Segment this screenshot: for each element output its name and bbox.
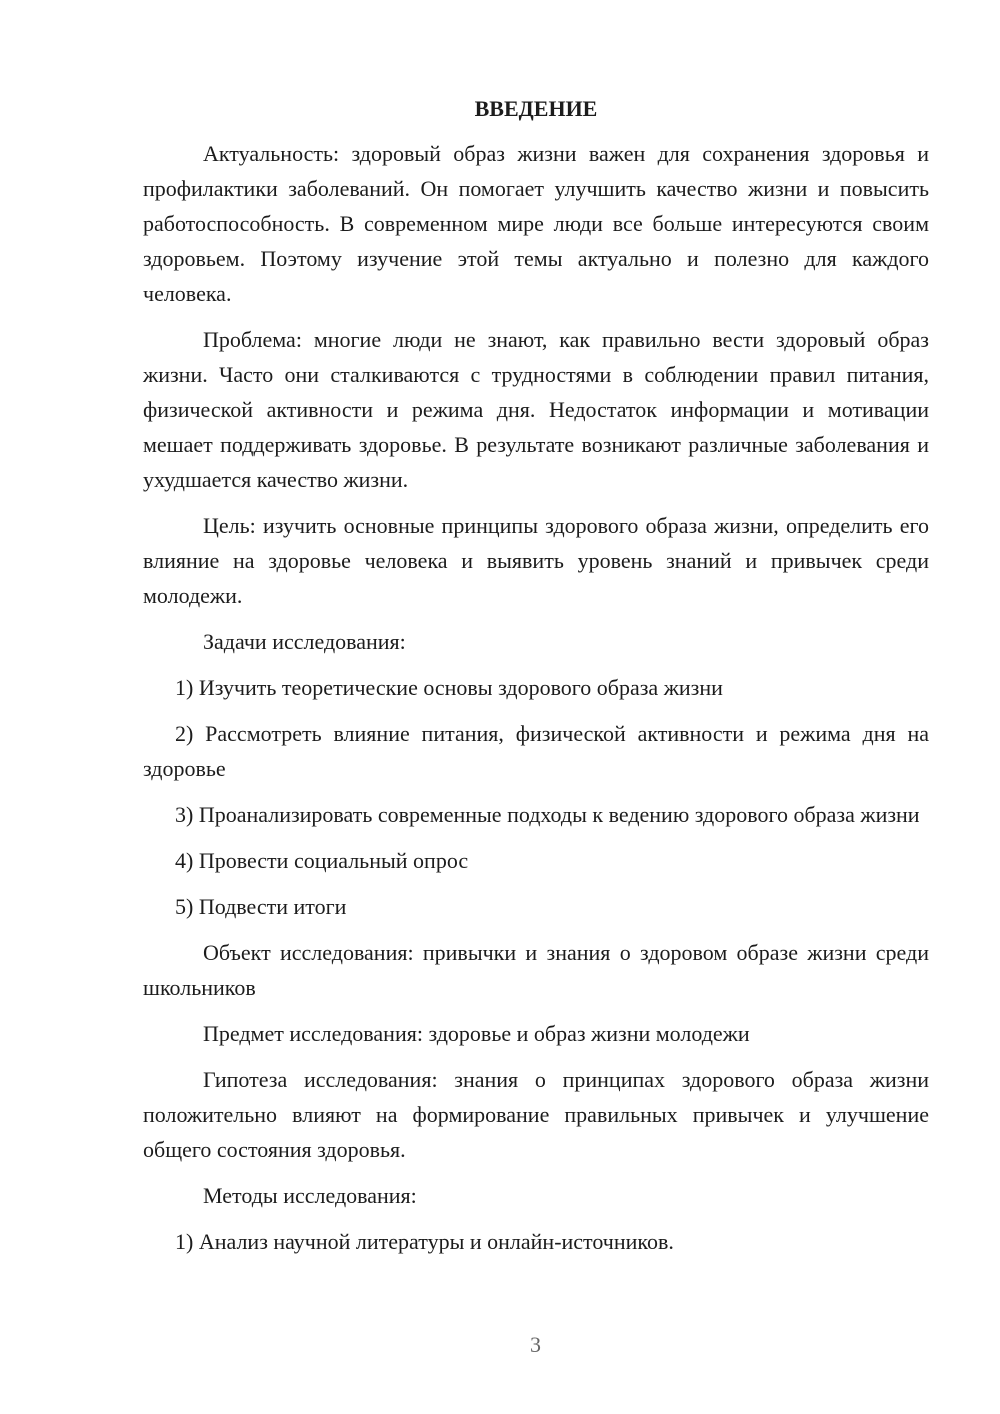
task-item: 4) Провести социальный опрос xyxy=(175,848,469,873)
hypothesis-paragraph: Гипотеза исследования: знания о принципах здорового образа жизни положительно влияют на формирование правильных привычек и улучшение общего состояния здоровья. xyxy=(143,1067,929,1162)
object-paragraph: Объект исследования: привычки и знания о здоровом образе жизни среди школьников xyxy=(143,940,929,1000)
tasks-label: Задачи исследования: xyxy=(203,629,406,654)
problem-paragraph: Проблема: многие люди не знают, как правильно вести здоровый образ жизни. Часто они сталкиваются с трудностями в соблюдении правил питания, физической активности и режима дня. Недостаток информации и мотивации мешает поддерживать здоровье. В результате возникают различные заболевания и ухудшается качество жизни. xyxy=(143,327,929,492)
relevance-paragraph: Актуальность: здоровый образ жизни важен для сохранения здоровья и профилактики заболеваний. Он помогает улучшить качество жизни и повысить работоспособность. В современном мире люди все больше интересуются своим здоровьем. Поэтому изучение этой темы актуально и полезно для каждого человека. xyxy=(143,141,929,306)
methods-label: Методы исследования: xyxy=(203,1183,417,1208)
page-number: 3 xyxy=(530,1332,541,1357)
section-heading: ВВЕДЕНИЕ xyxy=(474,96,598,121)
task-item: 2) Рассмотреть влияние питания, физической активности и режима дня на здоровье xyxy=(143,721,929,781)
method-item: 1) Анализ научной литературы и онлайн-источников. xyxy=(175,1229,674,1254)
task-item: 5) Подвести итоги xyxy=(175,894,347,919)
document-page xyxy=(143,94,929,1270)
task-item: 3) Проанализировать современные подходы к ведению здорового образа жизни xyxy=(175,802,920,827)
subject-paragraph: Предмет исследования: здоровье и образ жизни молодежи xyxy=(203,1021,750,1046)
goal-paragraph: Цель: изучить основные принципы здорового образа жизни, определить его влияние на здоровье человека и выявить уровень знаний и привычек среди молодежи. xyxy=(143,513,929,608)
task-item: 1) Изучить теоретические основы здорового образа жизни xyxy=(175,675,723,700)
